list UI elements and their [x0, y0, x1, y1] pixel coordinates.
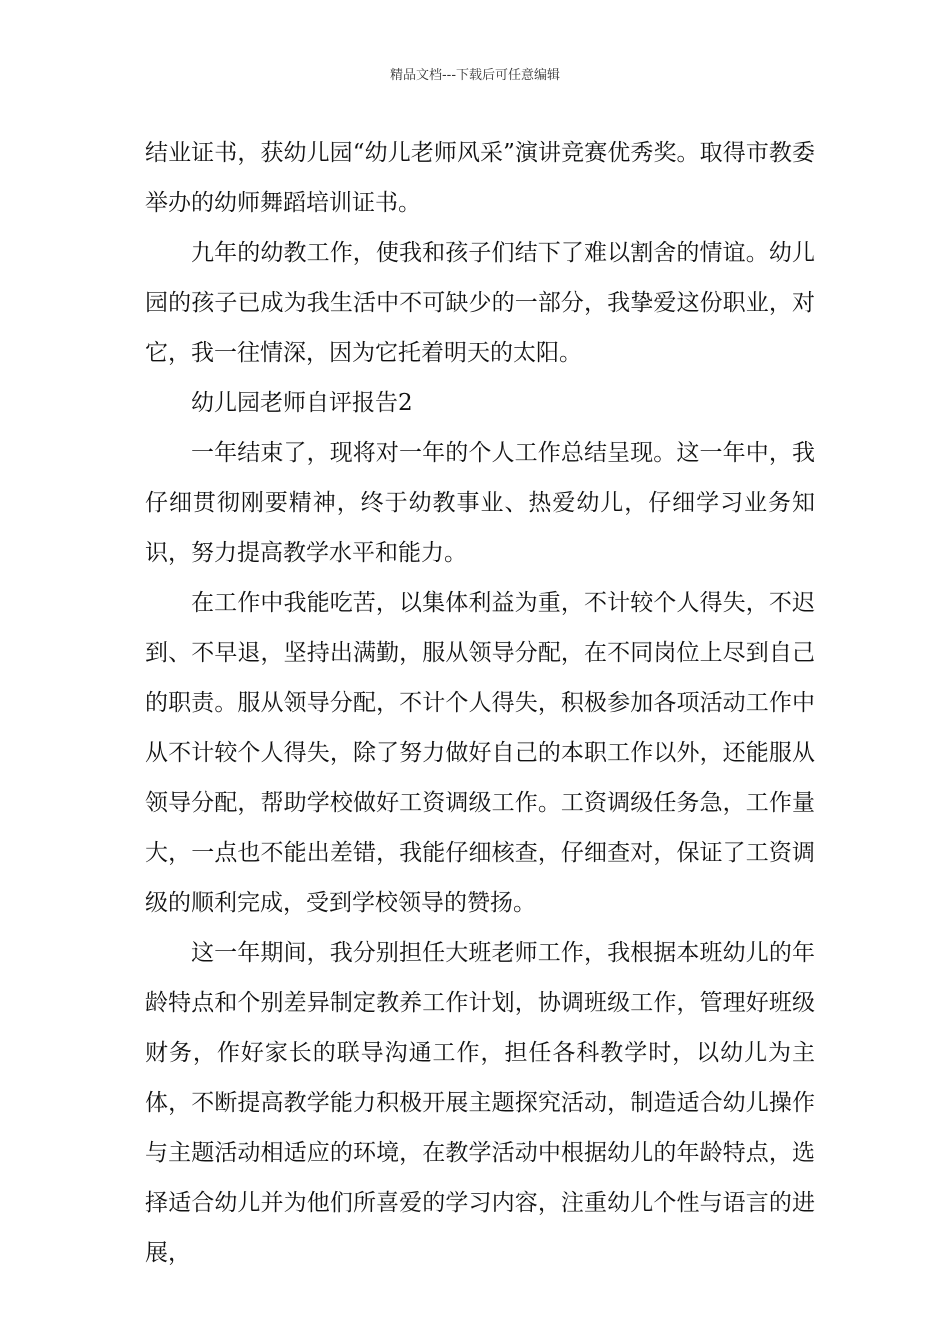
section-heading: 幼儿园老师自评报告2	[191, 390, 413, 416]
document-body	[145, 128, 815, 1278]
paragraph-4: 在工作中我能吃苦，以集体利益为重，不计较个人得失，不迟到、不早退，坚持出满勤，服从领导分配，在不同岗位上尽到自己的职责。服从领导分配，不计个人得失，积极参加各项活动工作中从不计较个人得失，除了努力做好自己的本职工作以外，还能服从领导分配，帮助学校做好工资调级工作。工资调级任务急，工作量大，一点也不能出差错，我能仔细核查，仔细查对，保证了工资调级的顺利完成，受到学校领导的赞扬。	[145, 590, 815, 916]
paragraph-5: 这一年期间，我分别担任大班老师工作，我根据本班幼儿的年龄特点和个别差异制定教养工作计划，协调班级工作，管理好班级财务，作好家长的联导沟通工作，担任各科教学时，以幼儿为主体，不断提高教学能力积极开展主题探究活动，制造适合幼儿操作与主题活动相适应的环境，在教学活动中根据幼儿的年龄特点，选择适合幼儿并为他们所喜爱的学习内容，注重幼儿个性与语言的进展，	[145, 940, 815, 1266]
paragraph-1: 结业证书，获幼儿园“幼儿老师风采”演讲竞赛优秀奖。取得市教委举办的幼师舞蹈培训证书。	[145, 140, 815, 216]
paragraph-2: 九年的幼教工作，使我和孩子们结下了难以割舍的情谊。幼儿园的孩子已成为我生活中不可缺少的一部分，我挚爱这份职业，对它，我一往情深，因为它托着明天的太阳。	[145, 240, 815, 366]
page-header: 精品文档---下载后可任意编辑	[389, 68, 561, 83]
paragraph-3: 一年结束了，现将对一年的个人工作总结呈现。这一年中，我仔细贯彻刚要精神，终于幼教事业、热爱幼儿，仔细学习业务知识，努力提高教学水平和能力。	[145, 440, 815, 566]
